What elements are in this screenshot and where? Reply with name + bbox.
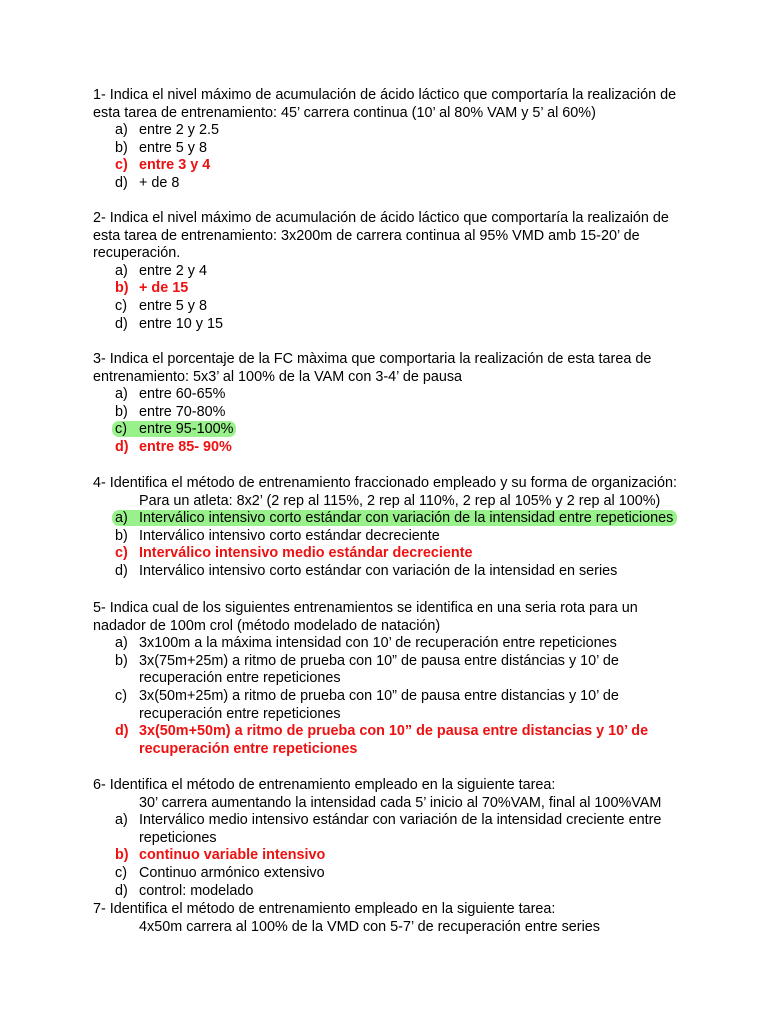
question-6-option-b-correct: b) continuo variable intensivo xyxy=(115,847,326,864)
question-1-stem-line: 1- Indica el nivel máximo de acumulación de ácido láctico que comportaría la realización de xyxy=(93,87,677,103)
question-3-option-c-highlighted: c) entre 95-100% xyxy=(93,421,733,439)
question-4-option-a-highlighted: a) Interválico intensivo corto estándar con variación de la intensidad entre repeticiones xyxy=(93,510,733,528)
question-6-option-a-continued: repeticiones xyxy=(139,829,217,846)
question-6-task-line: 30’ carrera aumentando la intensidad cada 5’ inicio al 70%VAM, final al 100%VAM xyxy=(139,794,662,811)
question-7-task-line: 4x50m carrera al 100% de la VMD con 5-7’ de recuperación entre series xyxy=(139,918,600,935)
question-5-stem-line: 5- Indica cual de los siguientes entrenamientos se identifica en una seria rota para un xyxy=(93,600,638,616)
question-5-option-a: a) 3x100m a la máxima intensidad con 10’ de recuperación entre repeticiones xyxy=(115,635,617,652)
question-4-option-d: d) Interválico intensivo corto estándar con variación de la intensidad en series xyxy=(115,562,618,579)
question-5-option-c-continued: recuperación entre repeticiones xyxy=(139,705,341,722)
question-2-option-d: d) entre 10 y 15 xyxy=(115,315,224,332)
question-5-option-b: b) 3x(75m+25m) a ritmo de prueba con 10” de pausa entre distáncias y 10’ de xyxy=(115,652,619,669)
question-1-option-d: d) + de 8 xyxy=(115,174,180,191)
question-5-option-d-correct: d) 3x(50m+50m) a ritmo de prueba con 10” de pausa entre distancias y 10’ de xyxy=(115,723,649,740)
question-2-option-b-correct: b) + de 15 xyxy=(115,280,189,297)
question-1-option-c-correct: c) entre 3 y 4 xyxy=(115,157,211,174)
question-7-stem-line: 7- Identifica el método de entrenamiento empleado en la siguiente tarea: xyxy=(93,901,556,917)
question-3 xyxy=(93,351,733,457)
question-6-option-c: c) Continuo armónico extensivo xyxy=(115,864,325,881)
question-7 xyxy=(93,901,733,936)
question-2-stem-line: recuperación. xyxy=(93,245,181,262)
question-2-option-c: c) entre 5 y 8 xyxy=(115,297,207,314)
question-3-stem-line: 3- Indica el porcentaje de la FC màxima que comportaria la realización de esta tarea de xyxy=(93,351,652,367)
question-4-stem-line: 4- Identifica el método de entrenamiento fraccionado empleado y su forma de organización: xyxy=(93,475,677,491)
question-2-stem-line: esta tarea de entrenamiento: 3x200m de carrera continua al 95% VMD amb 15-20’ de xyxy=(93,227,640,244)
question-3-option-a: a) entre 60-65% xyxy=(115,386,226,403)
question-1-option-b: b) entre 5 y 8 xyxy=(115,139,207,156)
question-4 xyxy=(93,475,733,581)
question-2-option-a: a) entre 2 y 4 xyxy=(115,262,207,279)
question-5-stem-line: nadador de 100m crol (método modelado de natación) xyxy=(93,617,441,634)
question-1-stem-line: esta tarea de entrenamiento: 45’ carrera continua (10’ al 80% VAM y 5’ al 60%) xyxy=(93,104,596,121)
question-2-stem-line: 2- Indica el nivel máximo de acumulación de ácido láctico que comportaría la realizaión de xyxy=(93,210,669,226)
question-1-option-a: a) entre 2 y 2.5 xyxy=(115,122,219,139)
question-6 xyxy=(93,777,733,900)
question-4-option-b: b) Interválico intensivo corto estándar decreciente xyxy=(115,527,440,544)
question-1 xyxy=(93,87,733,193)
question-4-option-c-correct: c) Interválico intensivo medio estándar decreciente xyxy=(115,545,473,562)
question-4-task-line: Para un atleta: 8x2’ (2 rep al 115%, 2 rep al 110%, 2 rep al 105% y 2 rep al 100%) xyxy=(139,492,661,509)
question-3-option-b: b) entre 70-80% xyxy=(115,403,226,420)
question-6-option-d: d) control: modelado xyxy=(115,882,254,899)
question-5-option-d-continued: recuperación entre repeticiones xyxy=(139,740,358,757)
question-6-stem-line: 6- Identifica el método de entrenamiento empleado en la siguiente tarea: xyxy=(93,777,556,793)
question-5 xyxy=(93,600,733,758)
question-5-option-b-continued: recuperación entre repeticiones xyxy=(139,670,341,687)
question-5-option-c: c) 3x(50m+25m) a ritmo de prueba con 10” de pausa entre distancias y 10’ de xyxy=(115,687,619,704)
question-2 xyxy=(93,210,733,333)
question-3-stem-line: entrenamiento: 5x3’ al 100% de la VAM con 3-4’ de pausa xyxy=(93,368,463,385)
question-6-option-a: a) Interválico medio intensivo estándar con variación de la intensidad creciente entre xyxy=(115,812,662,829)
question-3-option-d-correct: d) entre 85- 90% xyxy=(115,438,232,455)
